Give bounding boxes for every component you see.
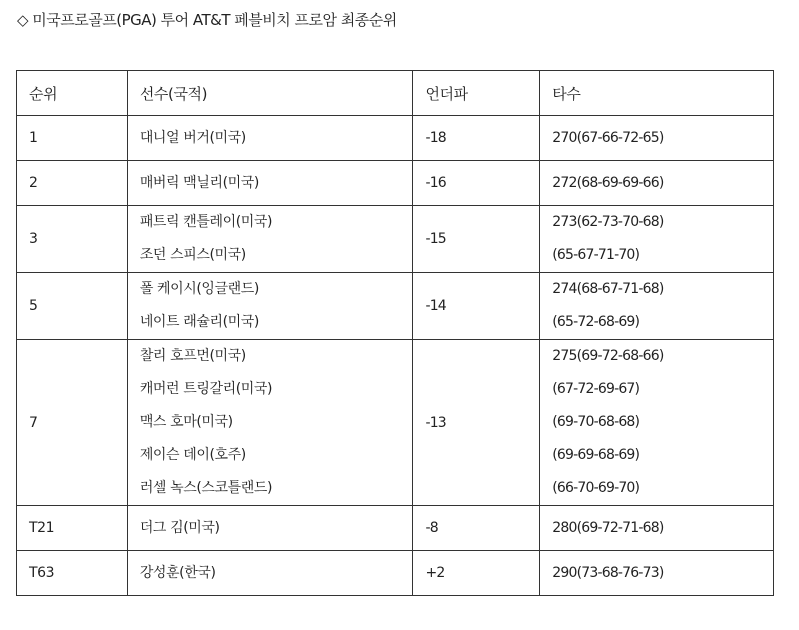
rank-cell: 3 bbox=[17, 206, 128, 273]
player-cell bbox=[127, 116, 413, 161]
rank-cell: 2 bbox=[17, 161, 128, 206]
player-cell bbox=[127, 551, 413, 596]
player-name: 캐머런 트링갈리(미국) bbox=[139, 381, 273, 397]
table-row bbox=[17, 506, 774, 551]
rank-cell: 7 bbox=[17, 340, 128, 506]
player-strokes: 275(69-72-68-66) bbox=[552, 348, 664, 364]
under-par-cell: -13 bbox=[413, 340, 540, 506]
under-par-cell: +2 bbox=[413, 551, 540, 596]
player-name: 맥스 호마(미국) bbox=[139, 414, 233, 430]
rank-cell: T63 bbox=[17, 551, 128, 596]
strokes-cell bbox=[540, 116, 774, 161]
player-strokes: (65-72-68-69) bbox=[552, 314, 640, 330]
under-par-cell: -15 bbox=[413, 206, 540, 273]
player-strokes: 290(73-68-76-73) bbox=[552, 564, 664, 581]
player-cell bbox=[127, 273, 413, 340]
under-par-cell: -8 bbox=[413, 506, 540, 551]
player-strokes: 270(67-66-72-65) bbox=[552, 129, 664, 146]
player-strokes: 274(68-67-71-68) bbox=[552, 281, 664, 297]
table-row bbox=[17, 116, 774, 161]
player-name: 찰리 호프먼(미국) bbox=[139, 348, 246, 364]
player-name: 제이슨 데이(호주) bbox=[139, 447, 246, 463]
table-row bbox=[17, 551, 774, 596]
player-strokes: (69-69-68-69) bbox=[552, 447, 640, 463]
player-strokes: (67-72-69-67) bbox=[552, 381, 640, 397]
header-strokes: 타수 bbox=[540, 71, 774, 116]
player-strokes: 272(68-69-69-66) bbox=[552, 174, 664, 191]
strokes-cell bbox=[540, 551, 774, 596]
rank-cell: T21 bbox=[17, 506, 128, 551]
under-par-cell: -18 bbox=[413, 116, 540, 161]
player-name: 패트릭 캔틀레이(미국) bbox=[139, 214, 273, 230]
table-row bbox=[17, 340, 774, 506]
player-strokes: (65-67-71-70) bbox=[552, 247, 640, 263]
header-player: 선수(국적) bbox=[127, 71, 413, 116]
table-row bbox=[17, 161, 774, 206]
table-header-row bbox=[17, 71, 774, 116]
player-name: 러셀 녹스(스코틀랜드) bbox=[139, 480, 273, 496]
table-row bbox=[17, 273, 774, 340]
player-name: 조던 스피스(미국) bbox=[139, 247, 246, 263]
player-name: 매버릭 맥닐리(미국) bbox=[139, 174, 259, 191]
document-title: ◇ 미국프로골프(PGA) 투어 AT&T 페블비치 프로암 최종순위 bbox=[17, 11, 397, 29]
strokes-cell bbox=[540, 340, 774, 506]
strokes-cell bbox=[540, 506, 774, 551]
header-rank: 순위 bbox=[17, 71, 128, 116]
player-cell bbox=[127, 161, 413, 206]
player-strokes: 273(62-73-70-68) bbox=[552, 214, 664, 230]
player-name: 대니얼 버거(미국) bbox=[139, 129, 246, 146]
player-cell bbox=[127, 206, 413, 273]
strokes-cell bbox=[540, 273, 774, 340]
player-cell bbox=[127, 340, 413, 506]
player-name: 네이트 래슐리(미국) bbox=[139, 314, 259, 330]
ranking-table bbox=[16, 70, 774, 596]
rank-cell: 5 bbox=[17, 273, 128, 340]
strokes-cell bbox=[540, 206, 774, 273]
under-par-cell: -14 bbox=[413, 273, 540, 340]
player-strokes: 280(69-72-71-68) bbox=[552, 519, 664, 536]
player-name: 폴 케이시(잉글랜드) bbox=[139, 281, 259, 297]
player-cell bbox=[127, 506, 413, 551]
player-name: 더그 김(미국) bbox=[139, 519, 220, 536]
player-name: 강성훈(한국) bbox=[139, 564, 216, 581]
header-under-par: 언더파 bbox=[413, 71, 540, 116]
strokes-cell bbox=[540, 161, 774, 206]
rank-cell: 1 bbox=[17, 116, 128, 161]
under-par-cell: -16 bbox=[413, 161, 540, 206]
table-row bbox=[17, 206, 774, 273]
player-strokes: (69-70-68-68) bbox=[552, 414, 640, 430]
player-strokes: (66-70-69-70) bbox=[552, 480, 640, 496]
